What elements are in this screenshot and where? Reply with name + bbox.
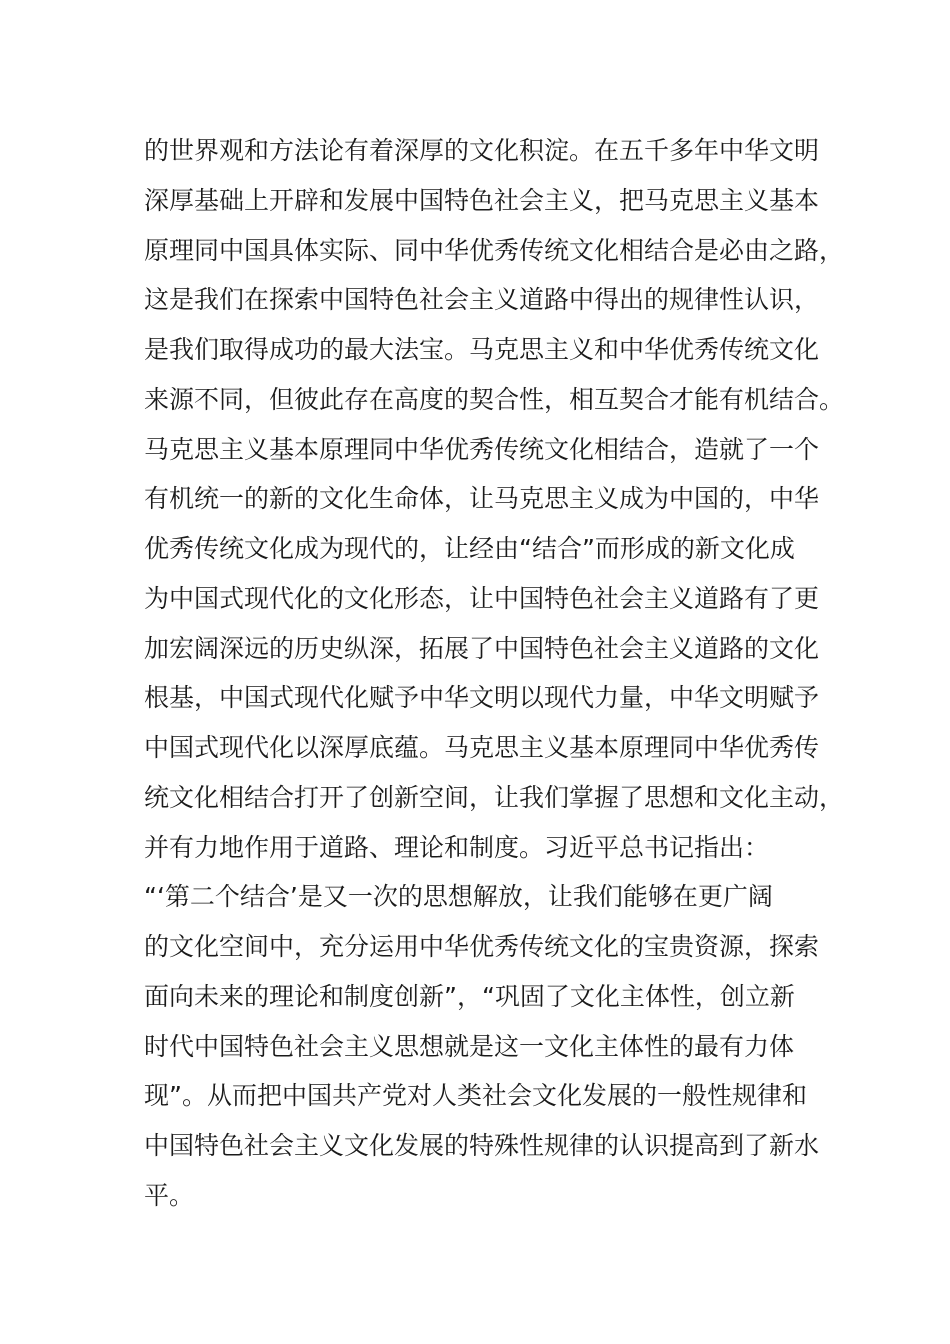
text-line: 深厚基础上开辟和发展中国特色社会主义，把马克思主义基本 — [144, 185, 820, 215]
text-line: 面向未来的理论和制度创新”，“巩固了文化主体性，创立新 — [144, 981, 795, 1011]
text-line: 的世界观和方法论有着深厚的文化积淀。在五千多年中华文明 — [144, 136, 820, 165]
text-line: “‘第二个结合’是又一次的思想解放，让我们能够在更广阔 — [144, 882, 773, 912]
text-line: 来源不同，但彼此存在高度的契合性，相互契合才能有机结合。 — [144, 384, 845, 414]
text-line: 现”。从而把中国共产党对人类社会文化发展的一般性规律和 — [144, 1081, 807, 1111]
text-line: 的文化空间中，充分运用中华优秀传统文化的宝贵资源，探索 — [144, 932, 820, 961]
text-line: 为中国式现代化的文化形态，让中国特色社会主义道路有了更 — [144, 583, 820, 613]
text-line: 时代中国特色社会主义思想就是这一文化主体性的最有力体 — [144, 1031, 795, 1061]
text-line: 中国式现代化以深厚底蕴。马克思主义基本原理同中华优秀传 — [144, 733, 820, 762]
text-line: 这是我们在探索中国特色社会主义道路中得出的规律性认识， — [144, 285, 820, 315]
text-line: 加宏阔深远的历史纵深，拓展了中国特色社会主义道路的文化 — [144, 633, 820, 663]
text-line: 根基，中国式现代化赋予中华文明以现代力量，中华文明赋予 — [144, 683, 820, 713]
text-line: 统文化相结合打开了创新空间，让我们掌握了思想和文化主动， — [144, 782, 845, 812]
text-line: 马克思主义基本原理同中华优秀传统文化相结合，造就了一个 — [144, 434, 820, 464]
text-line: 原理同中国具体实际、同中华优秀传统文化相结合是必由之路， — [144, 235, 845, 265]
text-line: 中国特色社会主义文化发展的特殊性规律的认识提高到了新水 — [144, 1131, 820, 1160]
text-line: 有机统一的新的文化生命体，让马克思主义成为中国的，中华 — [144, 484, 820, 514]
text-line: 优秀传统文化成为现代的，让经由“结合”而形成的新文化成 — [144, 534, 795, 563]
text-line: 平。 — [144, 1180, 195, 1210]
text-line: 是我们取得成功的最大法宝。马克思主义和中华优秀传统文化 — [144, 335, 820, 364]
text-line: 并有力地作用于道路、理论和制度。习近平总书记指出： — [144, 832, 770, 862]
body-paragraph — [144, 126, 845, 1221]
